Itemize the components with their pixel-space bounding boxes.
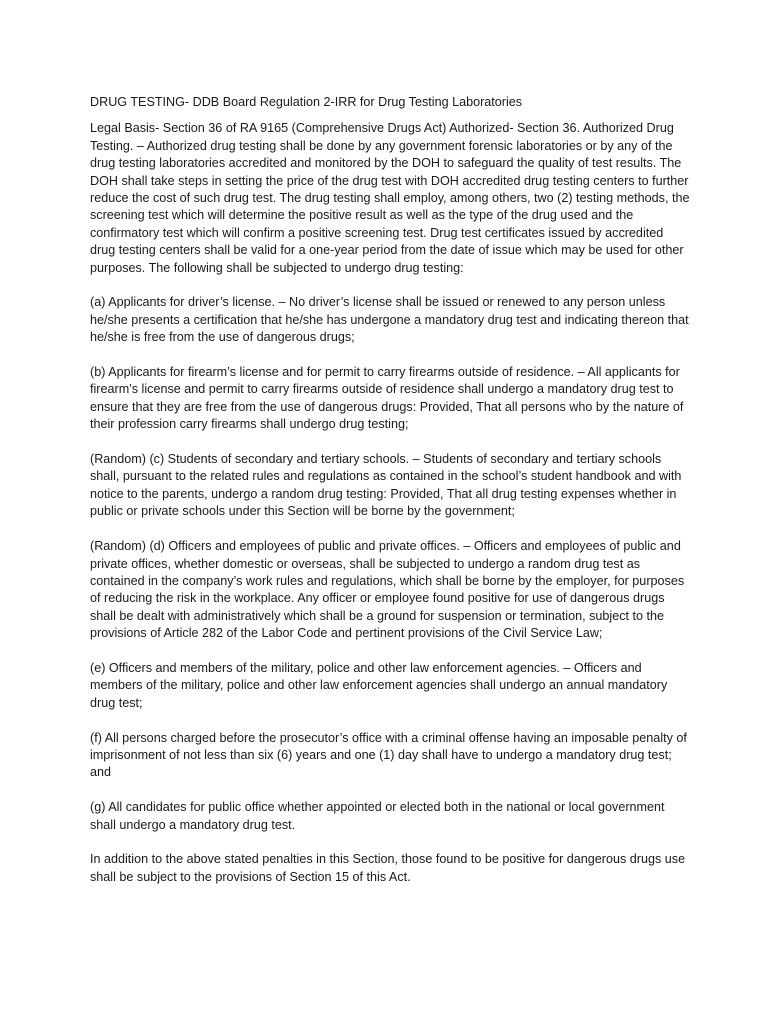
paragraph-item-b: (b) Applicants for firearm’s license and for permit to carry firearms outside of residence. – All applicants for firearm’s license and permit to carry firearms outside of residence shall undergo a mandatory drug test to ensure that they are free from the use of dangerous drugs: Provided, That all persons who by the nature of their profession carry firearms shall undergo drug testing; [90, 365, 684, 432]
paragraph-item-f: (f) All persons charged before the prosecutor’s office with a criminal offense having an imposable penalty of imprisonment of not less than six (6) years and one (1) day shall have to undergo a mandatory drug test; and [90, 730, 687, 780]
paragraph-legal-basis: Legal Basis- Section 36 of RA 9165 (Comprehensive Drugs Act) Authorized- Section 36. Authorized Drug Testing. – Authorized drug testing shall be done by any government forensic laboratories or by any of the drug testing laboratories accredited and monitored by the DOH to safeguard the quality of test results. The DOH shall take steps in setting the price of the drug test with DOH accredited drug testing centers to further reduce the cost of such drug test. The drug testing shall employ, among others, two (2) testing methods, the screening test which will determine the positive result as well as the type of the drug used and the confirmatory test which will confirm a positive screening test. Drug test certificates issued by accredited drug testing centers shall be valid for a one-year period from the date of issue which may be used for other purposes. The following shall be subjected to undergo drug testing: [90, 121, 690, 275]
paragraph-item-g: (g) All candidates for public office whether appointed or elected both in the national or local government shall undergo a mandatory drug test. [90, 800, 665, 832]
paragraph-item-c: (Random) (c) Students of secondary and tertiary schools. – Students of secondary and tertiary schools shall, pursuant to the related rules and regulations as contained in the school’s student handbook and with notice to the parents, undergo a random drug testing: Provided, That all drug testing expenses whether in public or private schools under this Section will be borne by the government; [90, 452, 682, 519]
document-title: DRUG TESTING- DDB Board Regulation 2-IRR for Drug Testing Laboratories [90, 95, 523, 109]
paragraph-closing: In addition to the above stated penalties in this Section, those found to be positive for dangerous drugs use shall be subject to the provisions of Section 15 of this Act. [90, 852, 686, 884]
paragraph-item-e: (e) Officers and members of the military, police and other law enforcement agencies. – Officers and members of the military, police and other law enforcement agencies shall undergo an annual mandatory drug test; [90, 660, 668, 710]
document-body [90, 94, 690, 904]
paragraph-item-d: (Random) (d) Officers and employees of public and private offices. – Officers and employees of public and private offices, whether domestic or overseas, shall be subjected to undergo a random drug test as contained in the company’s work rules and regulations, which shall be borne by the employer, for purposes of reducing the risk in the workplace. Any officer or employee found positive for use of dangerous drugs shall be dealt with administratively which shall be a ground for suspension or termination, subject to the provisions of Article 282 of the Labor Code and pertinent provisions of the Civil Service Law; [90, 539, 685, 641]
paragraph-item-a: (a) Applicants for driver’s license. – No driver’s license shall be issued or renewed to any person unless he/she presents a certification that he/she has undergone a mandatory drug test and indicating thereon that he/she is free from the use of dangerous drugs; [90, 295, 689, 345]
